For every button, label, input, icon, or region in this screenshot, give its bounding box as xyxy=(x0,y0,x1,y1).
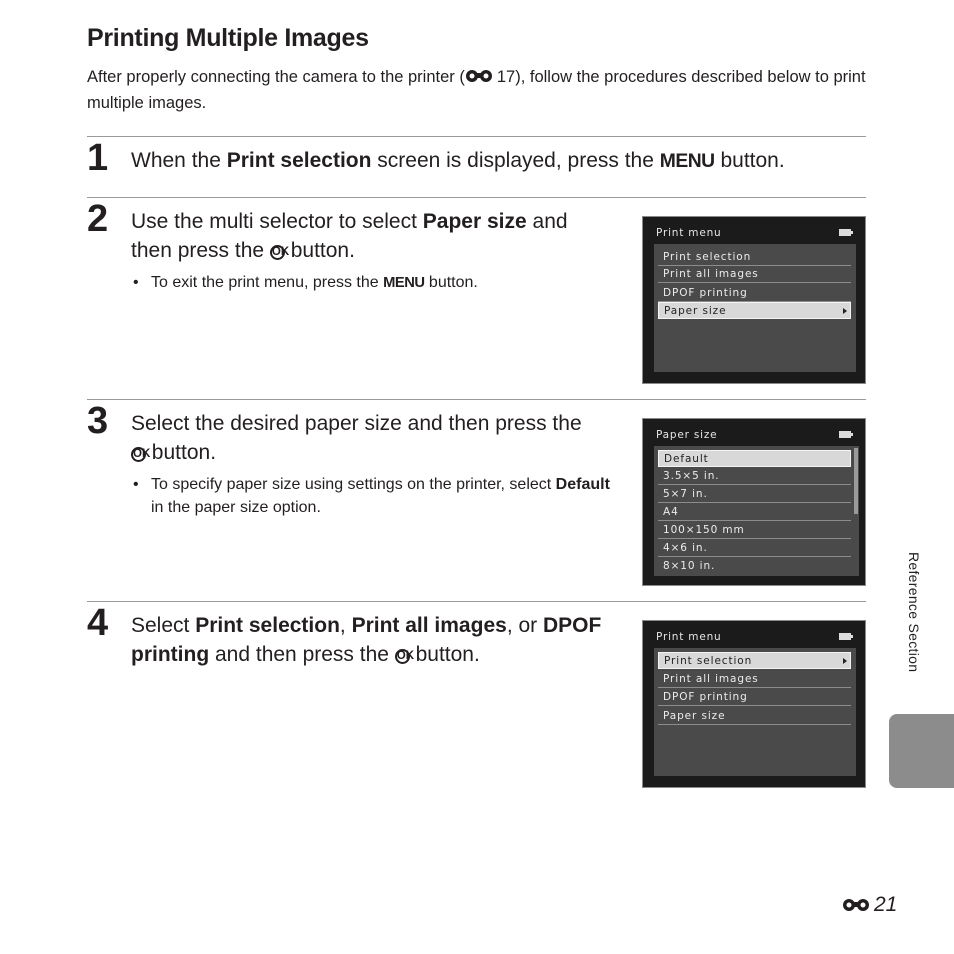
camera-screen-print-menu xyxy=(642,216,866,384)
intro-text-before: After properly connecting the camera to the printer ( xyxy=(87,68,465,86)
screen-title: Paper size xyxy=(656,429,718,441)
intro-ref: 17 xyxy=(496,68,516,86)
paper-option[interactable]: 4×6 in. xyxy=(658,540,851,557)
camera-screen-paper-size xyxy=(642,418,866,586)
menu-item-paper-size[interactable]: Paper size xyxy=(658,708,851,725)
menu-item-print-selection[interactable]: Print selection xyxy=(658,652,851,669)
paper-option[interactable]: A4 xyxy=(658,504,851,521)
page-number: 21 xyxy=(842,893,897,917)
menu-item-dpof-printing[interactable]: DPOF printing xyxy=(658,285,851,302)
intro-paragraph xyxy=(87,64,877,116)
binoculars-icon xyxy=(842,894,874,910)
step-1-text: When the Print selection screen is displayed, press the MENU button. xyxy=(131,149,785,172)
step-2-text: Use the multi selector to select Paper size and then press the OK button. xyxy=(131,210,568,262)
paper-option[interactable]: 8×10 in. xyxy=(663,560,716,572)
section-label: Reference Section xyxy=(906,552,922,673)
step-3-text: Select the desired paper size and then press the OK button. xyxy=(131,412,582,464)
paper-option[interactable]: 3.5×5 in. xyxy=(658,468,851,485)
menu-panel xyxy=(654,244,856,372)
chevron-right-icon xyxy=(843,658,847,664)
ok-button-icon: OK xyxy=(271,246,290,259)
step-number: 1 xyxy=(87,137,109,179)
menu-item-print-all-images[interactable]: Print all images xyxy=(658,671,851,688)
battery-icon xyxy=(839,431,851,438)
menu-item-print-all-images[interactable]: Print all images xyxy=(658,266,851,283)
screen-title: Print menu xyxy=(656,227,722,239)
divider xyxy=(87,136,866,137)
page-title: Printing Multiple Images xyxy=(87,24,369,52)
binoculars-icon xyxy=(465,65,497,81)
ok-button-icon: OK xyxy=(133,448,151,461)
divider xyxy=(87,197,866,198)
camera-screen-print-menu xyxy=(642,620,866,788)
menu-item-dpof-printing[interactable]: DPOF printing xyxy=(658,689,851,706)
menu-button-icon: MENU xyxy=(659,151,715,172)
paper-option[interactable]: 5×7 in. xyxy=(658,486,851,503)
step-2-bullet: • To exit the print menu, press the MENU button. xyxy=(131,271,601,295)
intro-text-after: ), follow the procedures described below to print multiple images. xyxy=(87,68,866,112)
menu-panel xyxy=(654,446,859,576)
menu-button-icon: MENU xyxy=(383,275,425,291)
bullet-dot: • xyxy=(133,476,139,493)
menu-item-paper-size[interactable]: Paper size xyxy=(658,302,851,319)
paper-option-default[interactable]: Default xyxy=(658,450,851,467)
step-number: 4 xyxy=(87,602,109,644)
step-number: 2 xyxy=(87,198,109,240)
battery-icon xyxy=(839,229,851,236)
step-4-text: Select Print selection, Print all images, or DPOF printing and then press the OK button. xyxy=(131,614,602,666)
divider xyxy=(87,601,866,602)
screen-title: Print menu xyxy=(656,631,722,643)
chevron-right-icon xyxy=(843,308,847,314)
step-number: 3 xyxy=(87,400,109,442)
menu-item-print-selection[interactable]: Print selection xyxy=(658,249,851,266)
divider xyxy=(87,399,866,400)
step-3-bullet: • To specify paper size using settings on the printer, select Default in the paper size option. xyxy=(131,473,611,519)
bullet-dot: • xyxy=(133,274,139,291)
battery-icon xyxy=(839,633,851,640)
ok-button-icon: OK xyxy=(396,650,415,663)
menu-panel xyxy=(654,648,856,776)
section-tab xyxy=(889,714,954,788)
scrollbar[interactable] xyxy=(854,448,858,514)
paper-option[interactable]: 100×150 mm xyxy=(658,522,851,539)
